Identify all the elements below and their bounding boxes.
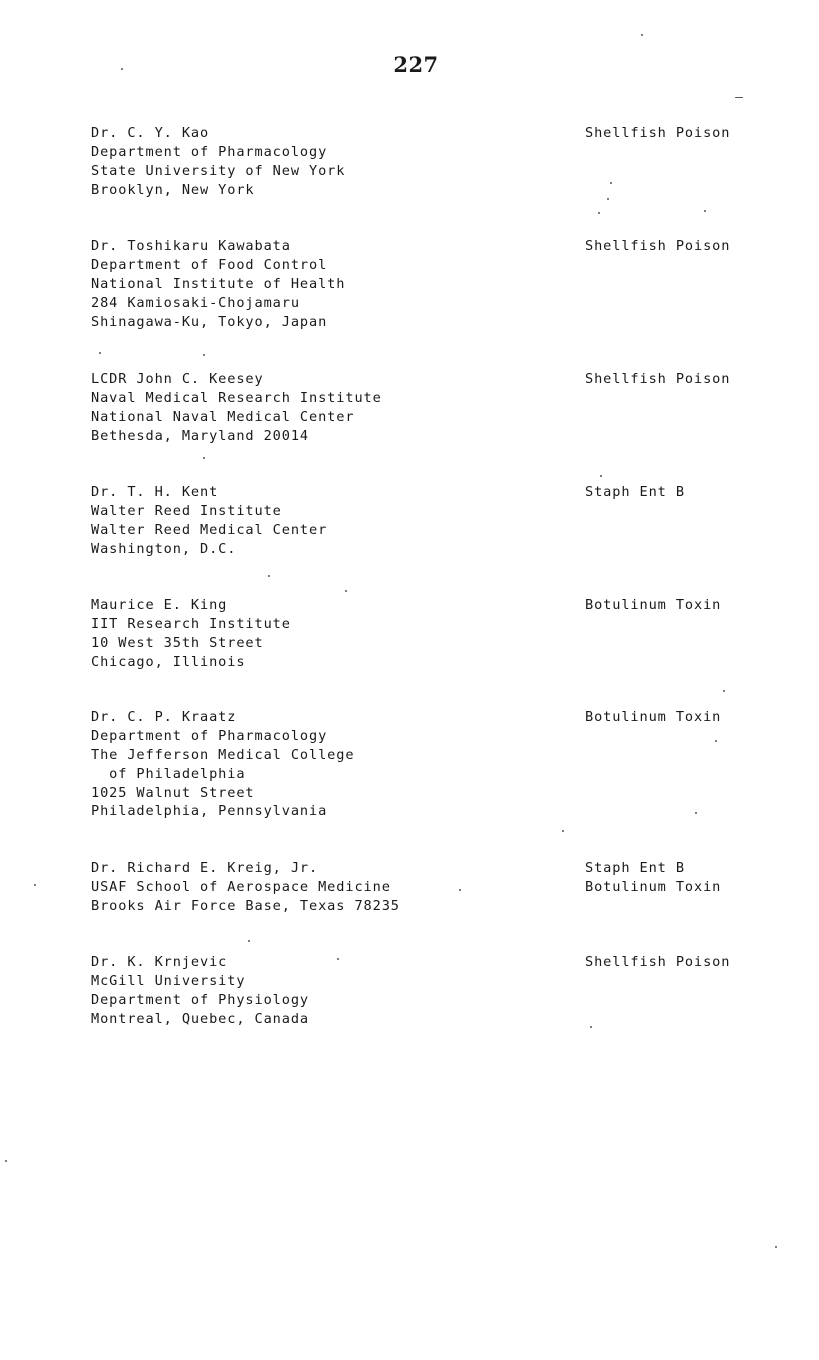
address-line: Walter Reed Institute [91,502,282,519]
scan-speck [345,590,347,592]
address-line: 284 Kamiosaki-Chojamaru [91,294,300,311]
address-line: Bethesda, Maryland 20014 [91,427,310,444]
address-line: Washington, D.C. [91,540,237,557]
address-block [91,859,400,916]
scan-speck [203,354,205,356]
address-block [91,124,345,200]
contact-name: Maurice E. King [91,597,228,613]
address-block [91,237,345,331]
topic-list [585,237,730,256]
topic-list [585,124,730,143]
topic-list [585,859,721,897]
contact-name: Dr. K. Krnjevic [91,954,228,970]
address-line: Department of Food Control [91,256,328,273]
topic: Shellfish Poison [585,238,731,254]
address-line: of Philadelphia [91,765,246,782]
scan-speck [723,690,725,692]
address-line: USAF School of Aerospace Medicine [91,878,391,895]
contact-name: LCDR John C. Keesey [91,371,264,387]
scan-speck [607,198,609,200]
contact-name: Dr. T. H. Kent [91,484,219,500]
address-line: IIT Research Institute [91,615,291,632]
topic: Botulinum Toxin [585,597,722,613]
topic-list [585,370,730,389]
scan-speck [600,475,602,477]
address-block [91,370,382,446]
scan-speck [715,740,717,742]
topic: Shellfish Poison [585,371,731,387]
address-line: Naval Medical Research Institute [91,389,382,406]
address-line: Department of Pharmacology [91,727,328,744]
topic: Staph Ent B [585,484,685,500]
scan-speck [248,940,250,942]
address-line: Walter Reed Medical Center [91,521,328,538]
address-block [91,953,309,1029]
contact-name: Dr. Richard E. Kreig, Jr. [91,860,319,876]
address-line: Department of Pharmacology [91,143,328,160]
scan-speck [610,182,612,184]
topic-list [585,483,685,502]
scan-speck [99,352,101,354]
topic: Shellfish Poison [585,954,731,970]
address-line: National Naval Medical Center [91,408,355,425]
contact-name: Dr. Toshikaru Kawabata [91,238,291,254]
topic: Botulinum Toxin [585,709,722,725]
address-line: Brooklyn, New York [91,181,255,198]
page-number: 227 [393,52,439,77]
scan-speck [704,210,706,212]
scan-speck [268,575,270,577]
address-line: Department of Physiology [91,991,310,1008]
topic: Staph Ent B [585,860,685,876]
scan-speck [598,212,600,214]
address-line: McGill University [91,972,246,989]
address-line: National Institute of Health [91,275,346,292]
scan-speck [735,97,743,98]
address-block [91,708,354,821]
scan-speck [641,34,643,36]
topic-list [585,596,721,615]
topic-list [585,708,721,727]
address-block [91,483,327,559]
scan-speck [34,884,36,886]
scan-speck [695,812,697,814]
address-line: 1025 Walnut Street [91,784,255,801]
topic: Botulinum Toxin [585,878,722,895]
address-line: Chicago, Illinois [91,653,246,670]
address-line: The Jefferson Medical College [91,746,355,763]
scan-speck [5,1160,7,1162]
scan-speck [337,958,339,960]
scan-speck [459,889,461,891]
scan-speck [562,830,564,832]
topic: Shellfish Poison [585,125,731,141]
scan-speck [203,457,205,459]
contact-name: Dr. C. P. Kraatz [91,709,237,725]
address-line: Montreal, Quebec, Canada [91,1010,310,1027]
address-line: Brooks Air Force Base, Texas 78235 [91,897,400,914]
address-block [91,596,291,672]
topic-list [585,953,730,972]
contact-name: Dr. C. Y. Kao [91,125,210,141]
address-line: Shinagawa-Ku, Tokyo, Japan [91,313,328,330]
address-line: State University of New York [91,162,346,179]
scan-speck [775,1246,777,1248]
address-line: 10 West 35th Street [91,634,264,651]
address-line: Philadelphia, Pennsylvania [91,803,328,820]
scan-speck [590,1026,592,1028]
scan-speck [121,68,123,70]
